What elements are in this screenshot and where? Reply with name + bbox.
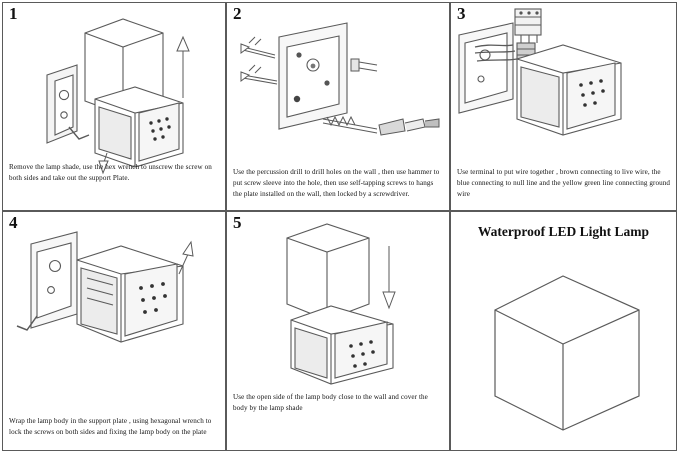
step-number-1: 1 (9, 4, 18, 23)
step-panel-3 (450, 2, 677, 211)
step-number-5: 5 (233, 213, 242, 232)
illustration-step-3 (451, 3, 677, 165)
product-title: Waterproof LED Light Lamp (477, 224, 650, 239)
product-panel (450, 211, 677, 451)
illustration-step-5 (227, 212, 450, 392)
illustration-step-1 (3, 3, 226, 188)
illustration-finished-lamp (451, 250, 677, 450)
step-panel-1 (2, 2, 226, 211)
step-panel-4 (2, 211, 226, 451)
step-panel-2 (226, 2, 450, 211)
illustration-step-4 (3, 212, 226, 397)
step-panel-5 (226, 211, 450, 451)
step-number-3: 3 (457, 4, 466, 23)
illustration-step-2 (227, 3, 450, 163)
step-number-4: 4 (9, 213, 18, 232)
step-number-2: 2 (233, 4, 242, 23)
step-caption-4: Wrap the lamp body in the support plate , using hexagonal wrench to lock the screws on both sides and fixing the lamp body on the plate (9, 417, 212, 437)
step-caption-1: Remove the lamp shade, use the hex wrench to unscrew the screw on both sides and take out the support Plate. (9, 163, 212, 183)
step-caption-2: Use the percussion drill to drill holes on the wall , then use hammer to put screw sleeve into the hole, then use self-tapping screws to hangs the plate installed on the wall, then locked by a screwdriver. (233, 168, 440, 199)
step-caption-3: Use terminal to put wire together , brown connecting to live wire, the blue connecting to null line and the yellow green line connecting ground wire (457, 168, 671, 199)
step-caption-5: Use the open side of the lamp body close to the wall and cover the body by the lamp shade (233, 393, 428, 413)
